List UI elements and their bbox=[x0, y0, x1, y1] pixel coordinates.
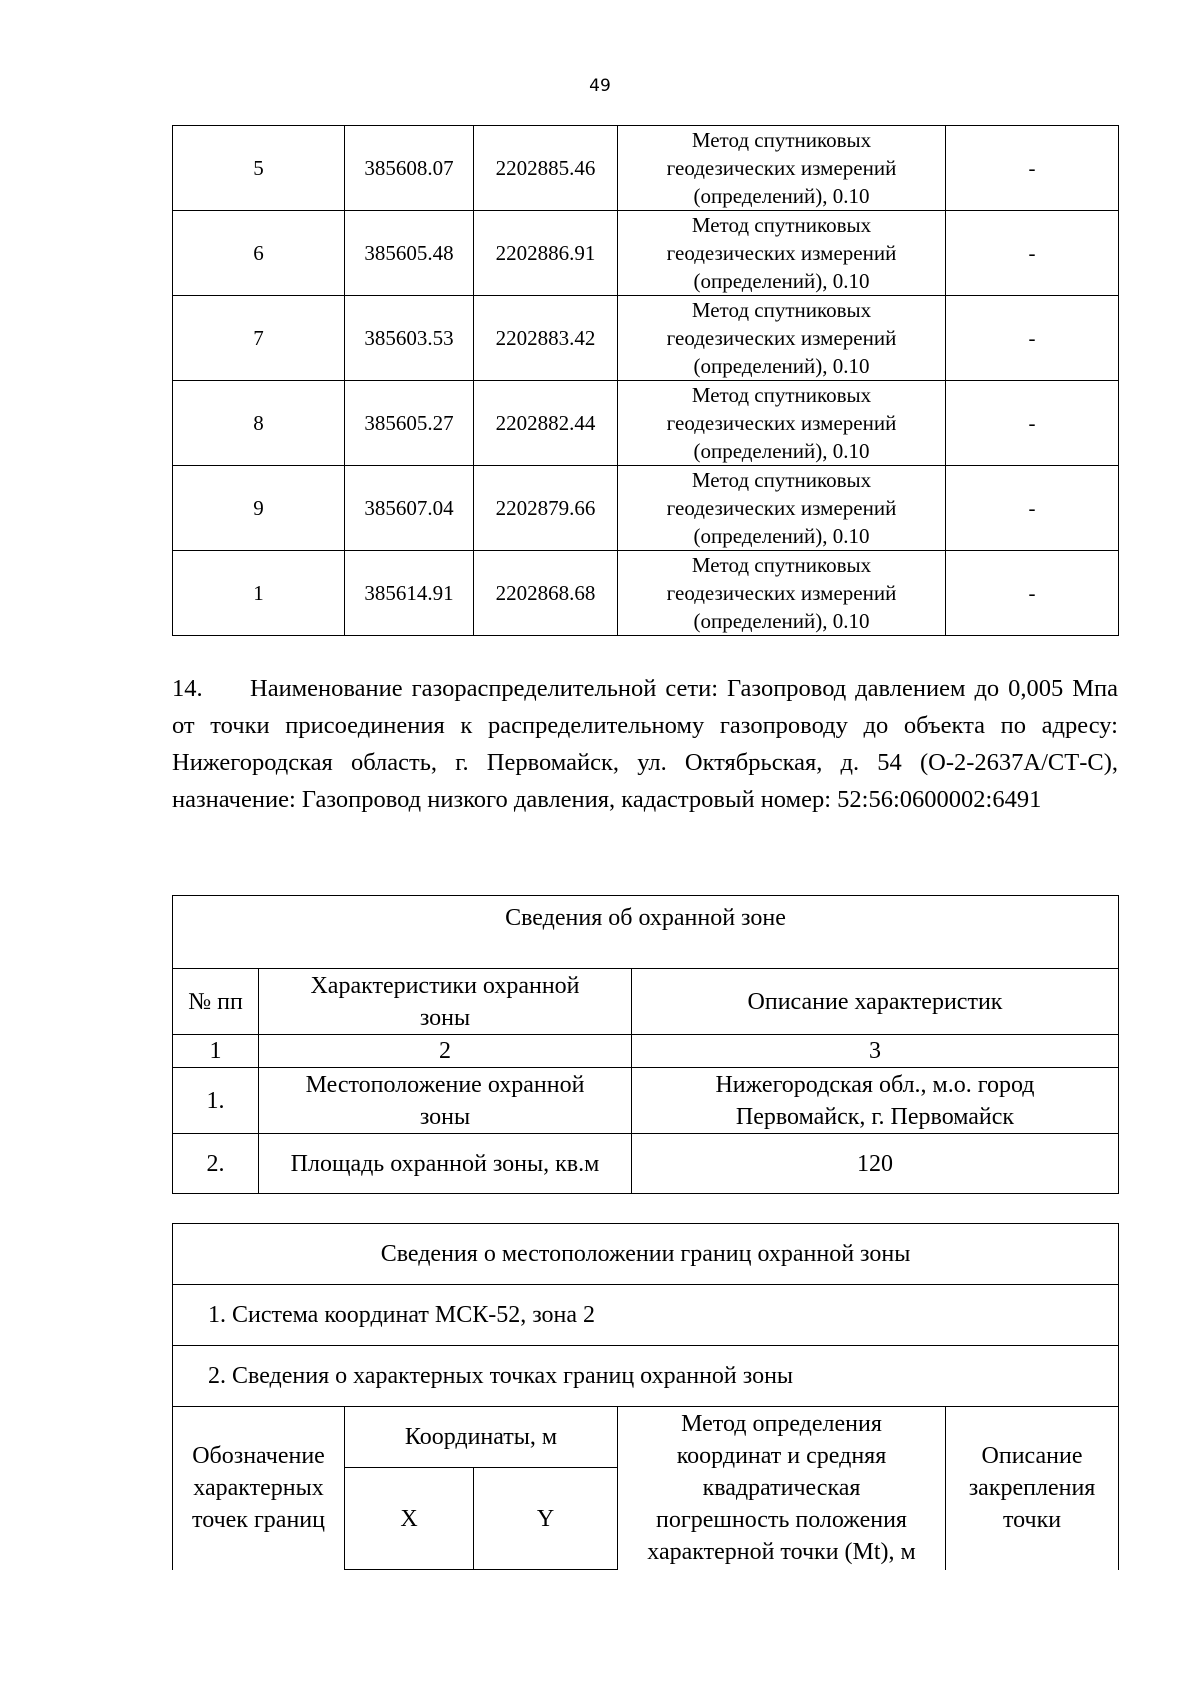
description-cell: - bbox=[946, 551, 1119, 636]
coordinate-row bbox=[173, 296, 1119, 381]
zone-col-number: № пп bbox=[173, 969, 259, 1035]
point-id-cell: 9 bbox=[173, 466, 345, 551]
zone-colnum-3: 3 bbox=[632, 1035, 1119, 1068]
method-cell: Метод спутниковых геодезических измерений (определений), 0.10 bbox=[618, 211, 946, 296]
zone-row-number: 2. bbox=[173, 1134, 259, 1194]
coordinate-system: 1. Система координат МСК-52, зона 2 bbox=[173, 1285, 1119, 1346]
coordinate-row bbox=[173, 551, 1119, 636]
zone-col-description: Описание характеристик bbox=[632, 969, 1119, 1035]
x-coordinate-cell: 385614.91 bbox=[345, 551, 474, 636]
coordinate-row bbox=[173, 381, 1119, 466]
point-id-cell: 5 bbox=[173, 126, 345, 211]
col-x-header: X bbox=[345, 1468, 474, 1570]
y-coordinate-cell: 2202886.91 bbox=[474, 211, 618, 296]
method-cell: Метод спутниковых геодезических измерений (определений), 0.10 bbox=[618, 126, 946, 211]
y-coordinate-cell: 2202885.46 bbox=[474, 126, 618, 211]
page-number: 49 bbox=[589, 76, 611, 96]
zone-colnum-1: 1 bbox=[173, 1035, 259, 1068]
method-cell: Метод спутниковых геодезических измерений (определений), 0.10 bbox=[618, 381, 946, 466]
col-coordinates-header: Координаты, м bbox=[345, 1407, 618, 1468]
zone-row-name: Площадь охранной зоны, кв.м bbox=[259, 1134, 632, 1194]
y-coordinate-cell: 2202879.66 bbox=[474, 466, 618, 551]
method-cell: Метод спутниковых геодезических измерений (определений), 0.10 bbox=[618, 466, 946, 551]
zone-colnum-2: 2 bbox=[259, 1035, 632, 1068]
col-y-header: Y bbox=[474, 1468, 618, 1570]
section-text: Наименование газораспределительной сети: Газопровод давлением до 0,005 Мпа от точки присоединения к распределительному газопроводу до объекта по адресу: Нижегородская область, г. Первомайск, ул. Октябрьская, д. 54 (О-2-2637А/СТ-С), назначение: Газопровод низкого давления, кадастровый номер: 52:56:0600002:6491 bbox=[172, 675, 1118, 813]
y-coordinate-cell: 2202868.68 bbox=[474, 551, 618, 636]
point-id-cell: 1 bbox=[173, 551, 345, 636]
x-coordinate-cell: 385607.04 bbox=[345, 466, 474, 551]
x-coordinate-cell: 385605.48 bbox=[345, 211, 474, 296]
point-id-cell: 7 bbox=[173, 296, 345, 381]
point-id-cell: 6 bbox=[173, 211, 345, 296]
bounds-table-title: Сведения о местоположении границ охранной зоны bbox=[173, 1224, 1119, 1285]
points-section-title: 2. Сведения о характерных точках границ охранной зоны bbox=[173, 1346, 1119, 1407]
coordinate-row bbox=[173, 126, 1119, 211]
description-cell: - bbox=[946, 381, 1119, 466]
coordinates-table bbox=[172, 125, 1119, 636]
y-coordinate-cell: 2202882.44 bbox=[474, 381, 618, 466]
method-cell: Метод спутниковых геодезических измерений (определений), 0.10 bbox=[618, 296, 946, 381]
coordinate-row bbox=[173, 211, 1119, 296]
description-cell: - bbox=[946, 211, 1119, 296]
coordinate-row bbox=[173, 466, 1119, 551]
zone-row-number: 1. bbox=[173, 1068, 259, 1134]
point-id-cell: 8 bbox=[173, 381, 345, 466]
zone-row-value: 120 bbox=[632, 1134, 1119, 1194]
col-description-header: Описание закрепления точки bbox=[946, 1407, 1119, 1570]
zone-row-value: Нижегородская обл., м.о. город Первомайск, г. Первомайск bbox=[632, 1068, 1119, 1134]
x-coordinate-cell: 385608.07 bbox=[345, 126, 474, 211]
description-cell: - bbox=[946, 466, 1119, 551]
zone-col-characteristics: Характеристики охранной зоны bbox=[259, 969, 632, 1035]
zone-row-name: Местоположение охранной зоны bbox=[259, 1068, 632, 1134]
boundary-info-table bbox=[172, 1223, 1119, 1570]
y-coordinate-cell: 2202883.42 bbox=[474, 296, 618, 381]
section-number: 14. bbox=[172, 675, 203, 702]
col-point-header: Обозначение характерных точек границ bbox=[173, 1407, 345, 1570]
zone-row bbox=[173, 1068, 1119, 1134]
zone-info-table bbox=[172, 895, 1119, 1194]
zone-table-title: Сведения об охранной зоне bbox=[173, 896, 1119, 969]
method-cell: Метод спутниковых геодезических измерений (определений), 0.10 bbox=[618, 551, 946, 636]
zone-row bbox=[173, 1134, 1119, 1194]
col-method-header: Метод определения координат и средняя квадратическая погрешность положения характерной точки (Mt), м bbox=[618, 1407, 946, 1570]
x-coordinate-cell: 385603.53 bbox=[345, 296, 474, 381]
description-cell: - bbox=[946, 296, 1119, 381]
x-coordinate-cell: 385605.27 bbox=[345, 381, 474, 466]
section-14-paragraph bbox=[172, 670, 1118, 818]
description-cell: - bbox=[946, 126, 1119, 211]
